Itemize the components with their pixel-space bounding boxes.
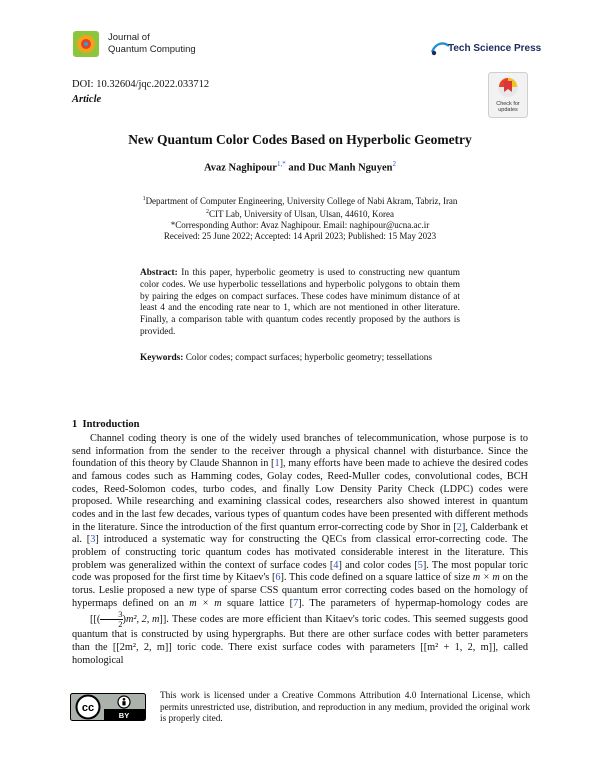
abstract-text: In this paper, hyperbolic geometry is used to constructing new quantum color codes. We use hyperbolic tessellations and hyperbolic polygons to obtain them by pairing the edges on compact surfaces. These codes have minimum distance of at least 4 and the encoding rate near to 1, which are not mentioned in other literature. Finally, a comparison table with quantum codes recently proposed by the authors is provided. — [140, 268, 461, 337]
abstract — [140, 268, 460, 339]
check-badge-text — [488, 101, 528, 113]
check-badge-line2: updates — [498, 107, 518, 113]
cc-by-badge[interactable] — [70, 693, 146, 721]
by-label: BY — [118, 711, 130, 720]
citation-1[interactable]: 1 — [274, 458, 280, 470]
journal-logo-icon — [72, 30, 100, 58]
publisher-name: Tech Science Press — [448, 43, 542, 54]
citation-2[interactable]: 2 — [456, 521, 462, 533]
keywords-label: Keywords: — [140, 353, 184, 363]
cc-label: cc — [81, 702, 95, 714]
doi[interactable]: DOI: 10.32604/jqc.2022.033712 — [72, 79, 210, 90]
affiliation-1: $^1$Department of Computer Engineering, University College of Nabi Akram, Tabriz, Iran — [142, 196, 458, 206]
citation-4[interactable]: 4 — [333, 559, 339, 571]
affiliation-2-num: 2 — [205, 209, 209, 215]
intro-paragraph: Channel coding theory is one of the widely used branches of telecommunication, whose purpose is to send information from the sender to the receiver through a physical channel with disturbance. Since the foundation of this theory by Claude Shannon in [1], many efforts have been made to achieve the desired codes and famous codes such as Hamming codes, Golay codes, Reed-Muller codes, convolutional codes, BCH codes, Reed-Solomon codes, turbo codes, and finally Low Density Parity Check (LDPC) codes were proposed. While researching and examining classical codes, researchers also showed interest in quantum codes and in the last few decades, various types of quantum codes have been presented with different methods in the literature. Since the introduction of the first quantum error-correcting code by Shor in [2], Calderbank et al. [3] introduced a systematic way for constructing the QECs from classical error-correcting code. The problem of constructing toric quantum codes has motivated considerable interest in the literature. This problem was generalized within the context of surface codes [4] and color codes [5]. The most popular toric code was proposed for the first time by Kitaev's [6]. This code defined on a square lattice of size m × m on the torus. Leslie proposed a new type of sparse CSS quantum error correcting codes based on the homology of hypermaps defined on an m × m square lattice [7]. The parameters of hypermap-homology codes are [[( $\frac{3}{2}$ )m², 2, m]]. These codes are more efficient than Kitaev's toric codes. This seemed suggests good quantum that is constructed by using hypergraphs. But there are other surface codes with better parameters than the [[2m², 2, m]] toric code. There exist surface codes with parameters [[m² + 1, 2, m]], called homological — [72, 433, 529, 666]
affiliations — [0, 194, 600, 242]
check-for-updates-badge[interactable] — [488, 72, 528, 118]
paper-title: New Quantum Color Codes Based on Hyperbolic Geometry — [128, 132, 472, 147]
license-text: This work is licensed under a Creative Commons Attribution 4.0 International License, which permits unrestricted use, distribution, and reproduction in any medium, provided the original work is properly cited. — [160, 691, 530, 724]
formula-numerator: 3 — [100, 610, 122, 620]
author-2-affil[interactable]: 2 — [392, 160, 397, 168]
article-type: Article — [72, 94, 102, 105]
author-1-affil[interactable]: 1,* — [276, 160, 286, 168]
section-number: 1 — [72, 419, 78, 430]
math-m-by-m: m × m — [472, 572, 500, 584]
authors — [0, 160, 600, 174]
abstract-label: Abstract: — [140, 268, 178, 278]
journal-name — [108, 32, 196, 56]
author-connector: and — [285, 162, 308, 174]
formula-denominator: 2 — [118, 619, 123, 630]
corresponding-author: *Corresponding Author: Avaz Naghipour. Email: naghipour@ucna.ac.ir — [170, 220, 430, 230]
hypermap-formula: [[( $\frac{3}{2}$ )m², 2, m]] — [90, 609, 167, 630]
author-1: Avaz Naghipour — [203, 162, 277, 174]
affiliation-1-num: 1 — [142, 196, 146, 202]
math-m-by-m-2: m × m — [189, 597, 222, 609]
section-heading — [72, 419, 140, 430]
journal-header — [72, 30, 232, 64]
keywords-text: Color codes; compact surfaces; hyperbolic geometry; tessellations — [185, 353, 433, 363]
formula-rest: m², 2, m — [125, 614, 160, 626]
citation-6[interactable]: 6 — [275, 572, 281, 584]
citation-7[interactable]: 7 — [293, 597, 299, 609]
journal-name-line2: Quantum Computing — [108, 44, 196, 55]
publication-dates: Received: 25 June 2022; Accepted: 14 April 2023; Published: 15 May 2023 — [163, 231, 437, 241]
creative-commons-icon — [70, 693, 146, 721]
introduction-body — [72, 433, 528, 667]
affiliation-2: $^2$CIT Lab, University of Ulsan, Ulsan, 44610, Korea — [205, 209, 395, 219]
keywords — [140, 352, 470, 364]
citation-3[interactable]: 3 — [90, 534, 96, 546]
journal-name-line1: Journal of — [108, 32, 150, 43]
publisher-swoosh-icon — [430, 40, 450, 58]
citation-5[interactable]: 5 — [417, 559, 423, 571]
section-title: Introduction — [82, 419, 140, 430]
check-badge-line1: Check for — [496, 101, 520, 107]
author-2: Duc Manh Nguyen — [307, 162, 393, 174]
